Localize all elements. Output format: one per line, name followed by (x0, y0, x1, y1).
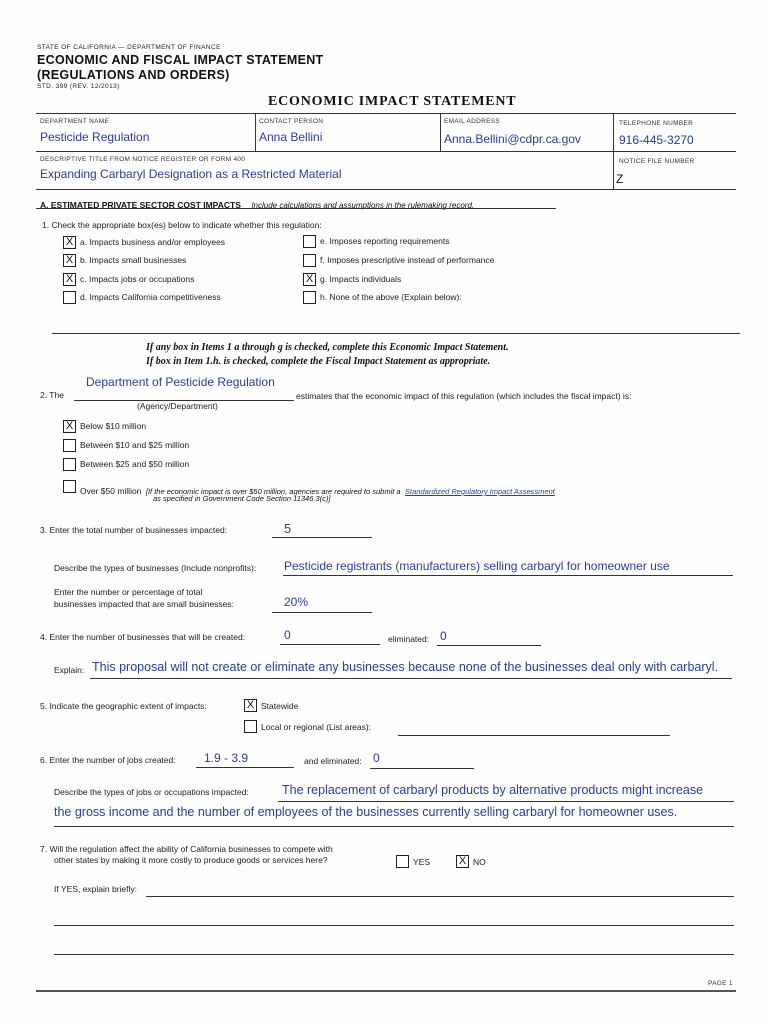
q1f-checkbox[interactable] (303, 254, 316, 267)
q4-prompt: 4. Enter the number of businesses that will be created: (40, 632, 246, 642)
instruction-line-1: If any box in Items 1 a through g is checked, complete this Economic Impact Statement. (146, 342, 509, 353)
form-subtitle: (REGULATIONS AND ORDERS) (37, 68, 230, 82)
q1b-label: b. Impacts small businesses (80, 255, 187, 265)
q6-types-value-2[interactable]: the gross income and the number of employees of the businesses currently selling carbaryl for homeowner uses. (54, 805, 678, 819)
q1d-label: d. Impacts California competitiveness (80, 292, 221, 302)
q2-10-25m-checkbox[interactable] (63, 439, 76, 452)
notice-file-value[interactable]: Z (616, 172, 624, 186)
email-value[interactable]: Anna.Bellini@cdpr.ca.gov (444, 132, 581, 146)
q7-explain-label: If YES, explain briefly: (54, 884, 137, 894)
section-a-note: Include calculations and assumptions in the rulemaking record. (251, 201, 475, 210)
q4-explain-value[interactable]: This proposal will not create or eliminate any businesses because none of the businesses deal only with carbaryl. (92, 660, 719, 674)
q2-below-10m-checkbox[interactable]: X (63, 420, 76, 433)
q1e-label: e. Imposes reporting requirements (320, 236, 450, 246)
q3-types-value[interactable]: Pesticide registrants (manufacturers) selling carbaryl for homeowner use (284, 559, 670, 573)
phone-label: TELEPHONE NUMBER (619, 120, 694, 127)
q5-local-checkbox[interactable] (244, 720, 257, 733)
contact-label: CONTACT PERSON (259, 118, 324, 125)
q2-over-50m-label: Over $50 million (80, 486, 142, 496)
section-title: ECONOMIC IMPACT STATEMENT (268, 94, 517, 109)
q7-prompt-2: other states by making it more costly to produce goods or services here? (54, 855, 328, 865)
section-a-title: A. ESTIMATED PRIVATE SECTOR COST IMPACTS (40, 200, 241, 210)
q1e-checkbox[interactable] (303, 235, 316, 248)
notice-file-label: NOTICE FILE NUMBER (619, 158, 695, 165)
q2-estimates-text: estimates that the economic impact of this regulation (which includes the fiscal impact) is: (296, 391, 632, 401)
q5-prompt: 5. Indicate the geographic extent of impacts: (40, 701, 207, 711)
q2-10-25m-label: Between $10 and $25 million (80, 440, 190, 450)
q3-prompt: 3. Enter the total number of businesses impacted: (40, 525, 228, 535)
q3-small-value[interactable]: 20% (284, 595, 309, 609)
q2-the: 2. The (40, 390, 64, 400)
q1g-checkbox[interactable]: X (303, 273, 316, 286)
q2-25-50m-label: Between $25 and $50 million (80, 459, 190, 469)
q2-over-note: [If the economic impact is over $50 million, agencies are required to submit a (145, 487, 401, 496)
dept-label: DEPARTMENT NAME (40, 118, 110, 125)
q2-over-50m-checkbox[interactable] (63, 480, 76, 493)
q7-yes-checkbox[interactable] (396, 855, 409, 868)
q1g-label: g. Impacts individuals (320, 274, 402, 284)
desc-title-label: DESCRIPTIVE TITLE FROM NOTICE REGISTER OR FORM 400 (40, 156, 246, 163)
q4-eliminated-label: eliminated: (388, 634, 430, 644)
q2-agency-caption: (Agency/Department) (137, 401, 218, 411)
q2-25-50m-checkbox[interactable] (63, 458, 76, 471)
q3-small-prompt-1: Enter the number or percentage of total (54, 587, 203, 597)
q6-prompt: 6. Enter the number of jobs created: (40, 755, 176, 765)
q6-types-prompt: Describe the types of jobs or occupations impacted: (54, 787, 249, 797)
q5-statewide-label: Statewide (261, 701, 299, 711)
q7-no-label: NO (473, 857, 486, 867)
q6-eliminated-label: and eliminated: (304, 756, 362, 766)
q4-eliminated-value[interactable]: 0 (440, 629, 447, 643)
q1c-label: c. Impacts jobs or occupations (80, 274, 195, 284)
q3-types-prompt: Describe the types of businesses (Include nonprofits): (54, 563, 257, 573)
q1h-label: h. None of the above (Explain below): (320, 292, 462, 302)
q7-yes-label: YES (413, 857, 431, 867)
q5-local-label: Local or regional (List areas): (261, 722, 372, 732)
q6-types-value-1[interactable]: The replacement of carbaryl products by alternative products might increase (282, 783, 704, 797)
q3-small-prompt-2: businesses impacted that are small businesses: (54, 599, 235, 609)
q1b-checkbox[interactable]: X (63, 254, 76, 267)
q1c-checkbox[interactable]: X (63, 273, 76, 286)
q1h-checkbox[interactable] (303, 291, 316, 304)
q1a-checkbox[interactable]: X (63, 236, 76, 249)
email-label: EMAIL ADDRESS (444, 118, 501, 125)
desc-title-value[interactable]: Expanding Carbaryl Designation as a Restricted Material (40, 167, 342, 181)
dept-value[interactable]: Pesticide Regulation (40, 130, 150, 144)
sria-link[interactable]: Standardized Regulatory Impact Assessment (405, 487, 555, 496)
instruction-line-2: If box in Item 1.h. is checked, complete the Fiscal Impact Statement as appropriate. (146, 356, 491, 367)
q4-created-value[interactable]: 0 (284, 628, 291, 642)
q1-prompt: 1. Check the appropriate box(es) below to indicate whether this regulation: (42, 220, 322, 230)
page-number: PAGE 1 (708, 980, 733, 987)
q5-statewide-checkbox[interactable]: X (244, 699, 257, 712)
q1d-checkbox[interactable] (63, 291, 76, 304)
q1a-label: a. Impacts business and/or employees (80, 237, 226, 247)
section-a-heading (40, 195, 474, 213)
q2-over-note-2: as specified in Government Code Section 11346.3(c)] (153, 494, 331, 503)
form-title: ECONOMIC AND FISCAL IMPACT STATEMENT (37, 53, 324, 67)
q6-eliminated-value[interactable]: 0 (373, 751, 380, 765)
q6-created-value[interactable]: 1.9 - 3.9 (204, 751, 249, 765)
q2-agency-value[interactable]: Department of Pesticide Regulation (86, 375, 275, 389)
q3-total-value[interactable]: 5 (284, 521, 292, 536)
q2-below-10m-label: Below $10 million (80, 421, 147, 431)
q7-prompt-1: 7. Will the regulation affect the ability of California businesses to compete with (40, 844, 333, 854)
q7-no-checkbox[interactable]: X (456, 855, 469, 868)
form-number: STD. 399 (REV. 12/2013) (37, 83, 120, 90)
agency-line: STATE OF CALIFORNIA — DEPARTMENT OF FINANCE (37, 44, 221, 51)
contact-value[interactable]: Anna Bellini (259, 130, 323, 144)
phone-value[interactable]: 916-445-3270 (619, 133, 694, 147)
q4-explain-label: Explain: (54, 665, 85, 675)
q1f-label: f. Imposes prescriptive instead of performance (320, 255, 495, 265)
